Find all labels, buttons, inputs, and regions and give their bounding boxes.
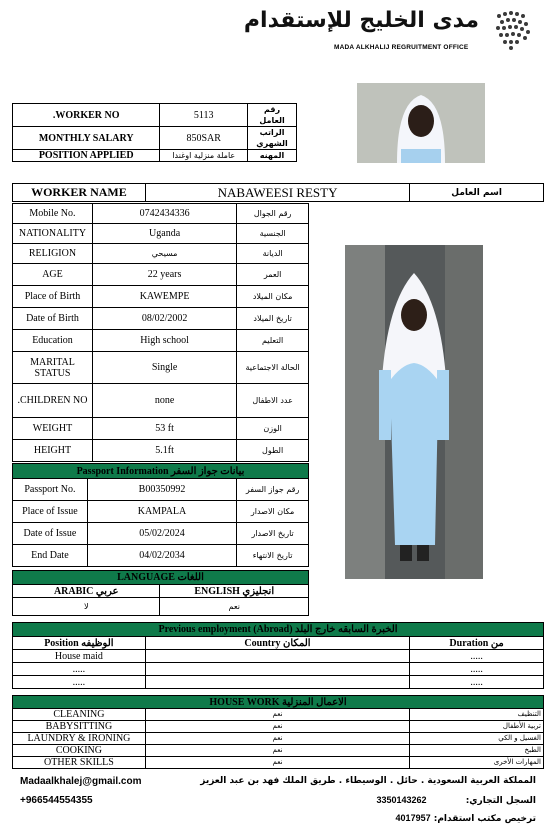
weight-arabic: الوزن <box>237 418 309 440</box>
birthplace-value: KAWEMPE <box>92 286 236 308</box>
end-date-label: End Date <box>13 545 88 567</box>
table-row <box>13 745 544 757</box>
table-row <box>13 286 309 308</box>
table-row <box>13 127 297 150</box>
mobile-label: Mobile No. <box>13 204 93 224</box>
table-row <box>13 440 309 462</box>
logo-emblem-icon <box>489 8 537 52</box>
skill-label: BABYSITTING <box>13 721 146 733</box>
table-row <box>13 184 544 202</box>
marital-arabic: الحالة الاجتماعية <box>237 352 309 384</box>
cr-number: 3350143262 <box>376 795 427 805</box>
license-label: ترخيص مكتب استقدام: <box>433 814 536 824</box>
top-info-table <box>12 103 297 162</box>
skill-label: CLEANING <box>13 709 146 721</box>
footer-license <box>396 813 536 824</box>
table-row <box>13 464 309 479</box>
issue-place-value: KAMPALA <box>87 501 236 523</box>
table-row <box>13 721 544 733</box>
issue-date-arabic: تاريخ الاصدار <box>237 523 309 545</box>
company-arabic-name: مدى الخليج للإستقدام <box>243 8 479 33</box>
issue-date-value: 05/02/2024 <box>87 523 236 545</box>
height-arabic: الطول <box>237 440 309 462</box>
table-row <box>13 757 544 769</box>
arabic-language-value: لا <box>13 598 160 616</box>
house-work-header: HOUSE WORK الاعمال المنزلية <box>13 696 544 709</box>
birthdate-arabic: تاريخ الميلاد <box>237 308 309 330</box>
previous-employment-table <box>12 622 544 689</box>
worker-no-value: 5113 <box>160 104 248 127</box>
table-row <box>13 650 544 663</box>
prev-position: House maid <box>13 650 146 663</box>
birthdate-value: 08/02/2002 <box>92 308 236 330</box>
skill-value: نعم <box>145 709 409 721</box>
children-value: none <box>92 384 236 418</box>
prev-position: ..... <box>13 676 146 689</box>
education-value: High school <box>92 330 236 352</box>
table-row <box>13 384 309 418</box>
footer-address: المملكة العربية السعودية . حائل . الوسيطاء . طريق الملك فهد بن عبد العزيز <box>200 776 536 786</box>
issue-date-label: Date of Issue <box>13 523 88 545</box>
children-label: .CHILDREN NO <box>13 384 93 418</box>
passport-section-header: Passport Information بيانات جواز السفر <box>13 464 309 479</box>
table-row <box>13 264 309 286</box>
education-arabic: التعليم <box>237 330 309 352</box>
mobile-arabic: رقم الجوال <box>237 204 309 224</box>
prev-country <box>145 650 409 663</box>
worker-no-label: .WORKER NO <box>13 104 160 127</box>
prev-country <box>145 676 409 689</box>
table-row <box>13 637 544 650</box>
previous-employment-header: Previous employment (Abroad) الخبرة السابقه خارج البلد <box>13 623 544 637</box>
nationality-label: NATIONALITY <box>13 224 93 244</box>
table-row <box>13 696 544 709</box>
table-row <box>13 598 309 616</box>
prev-duration: ..... <box>410 663 544 676</box>
skill-arabic: التنظيف <box>410 709 544 721</box>
table-row <box>13 352 309 384</box>
issue-place-label: Place of Issue <box>13 501 88 523</box>
table-row <box>13 676 544 689</box>
mobile-value: 0742434336 <box>92 204 236 224</box>
worker-name-arabic: اسم العامل <box>410 184 544 202</box>
skill-value: نعم <box>145 757 409 769</box>
height-value: 5.1ft <box>92 440 236 462</box>
birthplace-arabic: مكان الميلاد <box>237 286 309 308</box>
table-row <box>13 733 544 745</box>
salary-value: 850SAR <box>160 127 248 150</box>
religion-value: مسيحي <box>92 244 236 264</box>
prev-position: ..... <box>13 663 146 676</box>
table-row <box>13 523 309 545</box>
worker-full-length-photo <box>345 245 483 579</box>
prev-duration: ..... <box>410 650 544 663</box>
position-column-header: Position الوظيفه <box>13 637 146 650</box>
passport-no-arabic: رقم جواز السفر <box>237 479 309 501</box>
nationality-arabic: الجنسية <box>237 224 309 244</box>
weight-value: 53 ft <box>92 418 236 440</box>
skill-arabic: الطبخ <box>410 745 544 757</box>
position-label: POSITION APPLIED <box>13 150 160 162</box>
footer-phone[interactable]: +966544554355 <box>20 795 93 806</box>
education-label: Education <box>13 330 93 352</box>
age-arabic: العمر <box>237 264 309 286</box>
table-row <box>13 204 309 224</box>
skill-label: LAUNDRY & IRONING <box>13 733 146 745</box>
age-value: 22 years <box>92 264 236 286</box>
height-label: HEIGHT <box>13 440 93 462</box>
worker-portrait-photo <box>357 83 485 163</box>
country-column-header: Country المكان <box>145 637 409 650</box>
birthplace-label: Place of Birth <box>13 286 93 308</box>
passport-table <box>12 463 309 567</box>
table-row <box>13 585 309 598</box>
table-row <box>13 418 309 440</box>
birthdate-label: Date of Birth <box>13 308 93 330</box>
age-label: AGE <box>13 264 93 286</box>
skill-label: OTHER SKILLS <box>13 757 146 769</box>
table-row <box>13 104 297 127</box>
end-date-value: 04/02/2034 <box>87 545 236 567</box>
skill-arabic: الغسيل و الكي <box>410 733 544 745</box>
worker-name-value: NABAWEESI RESTY <box>145 184 409 202</box>
company-logo <box>243 8 537 56</box>
table-row <box>13 308 309 330</box>
table-row <box>13 150 297 162</box>
position-arabic: المهنه <box>248 150 297 162</box>
skill-value: نعم <box>145 745 409 757</box>
children-arabic: عدد الاطفال <box>237 384 309 418</box>
duration-column-header: Duration من <box>410 637 544 650</box>
religion-label: RELIGION <box>13 244 93 264</box>
salary-label: MONTHLY SALARY <box>13 127 160 150</box>
issue-place-arabic: مكان الاصدار <box>237 501 309 523</box>
english-language-label: ENGLISH انجليزي <box>160 585 309 598</box>
table-row <box>13 571 309 585</box>
position-value: عاملة منزلية اوغندا <box>160 150 248 162</box>
table-row <box>13 501 309 523</box>
table-row <box>13 709 544 721</box>
table-row <box>13 663 544 676</box>
prev-duration: ..... <box>410 676 544 689</box>
personal-info-table <box>12 203 309 462</box>
skill-arabic: تربية الأطفال <box>410 721 544 733</box>
skill-value: نعم <box>145 733 409 745</box>
skill-value: نعم <box>145 721 409 733</box>
worker-no-arabic: رقم العامل <box>248 104 297 127</box>
weight-label: WEIGHT <box>13 418 93 440</box>
end-date-arabic: تاريخ الانتهاء <box>237 545 309 567</box>
license-number: 4017957 <box>395 813 431 823</box>
footer-commercial-register <box>376 795 536 806</box>
skill-arabic: المهارات الأخرى <box>410 757 544 769</box>
religion-arabic: الديانة <box>237 244 309 264</box>
skill-label: COOKING <box>13 745 146 757</box>
nationality-value: Uganda <box>92 224 236 244</box>
company-english-name: MADA ALKHALIJ REGRUITMENT OFFICE <box>334 44 469 51</box>
marital-value: Single <box>92 352 236 384</box>
passport-no-value: B00350992 <box>87 479 236 501</box>
table-row <box>13 479 309 501</box>
prev-country <box>145 663 409 676</box>
table-row <box>13 244 309 264</box>
footer-email[interactable]: Madaalkhalej@gmail.com <box>20 776 142 787</box>
table-row <box>13 623 544 637</box>
worker-name-table <box>12 183 544 202</box>
salary-arabic: الراتب الشهري <box>248 127 297 150</box>
worker-name-label: WORKER NAME <box>13 184 146 202</box>
table-row <box>13 545 309 567</box>
cr-label: السجل التجاري: <box>465 796 536 806</box>
passport-no-label: Passport No. <box>13 479 88 501</box>
table-row <box>13 330 309 352</box>
marital-label: MARITAL STATUS <box>13 352 93 384</box>
language-section-header: LANGUAGE اللغات <box>13 571 309 585</box>
house-work-table <box>12 695 544 769</box>
english-language-value: نعم <box>160 598 309 616</box>
language-table <box>12 570 309 616</box>
table-row <box>13 224 309 244</box>
arabic-language-label: ARABIC عربي <box>13 585 160 598</box>
